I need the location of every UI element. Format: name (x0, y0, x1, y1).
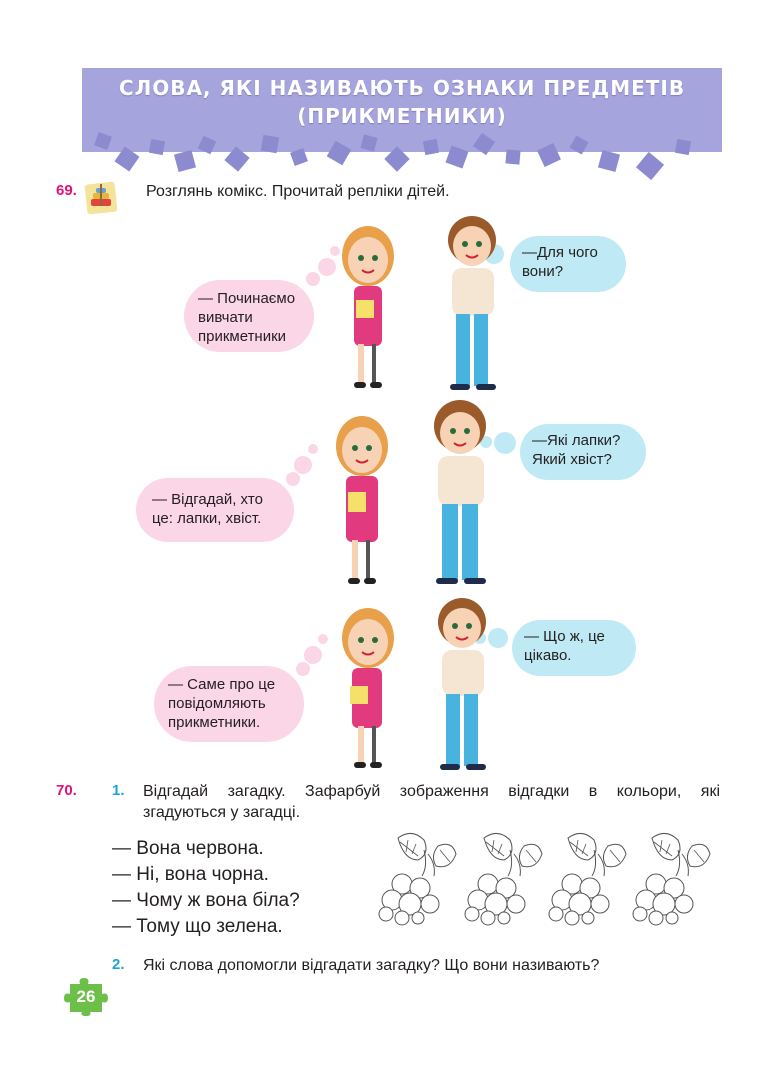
riddle-line: — Тому що зелена. (112, 916, 283, 937)
page-title (82, 74, 722, 130)
title-line-1: СЛОВА, ЯКІ НАЗИВАЮТЬ ОЗНАКИ ПРЕДМЕТІВ (118, 76, 686, 100)
task-70-number: 70. (56, 782, 77, 799)
subtask-2-number: 2. (112, 956, 125, 973)
girl-speech-bubble: — Починаємо вивчати прикметники (184, 280, 314, 352)
riddle (112, 836, 300, 940)
title-line-2: (ПРИКМЕТНИКИ) (297, 104, 507, 128)
boy-speech-bubble: —Для чого вони? (510, 236, 626, 292)
girl-illustration (328, 598, 410, 774)
task-69-instruction: Розглянь комікс. Прочитай репліки дітей. (146, 183, 450, 200)
task-69-number: 69. (56, 182, 77, 199)
boy-speech-bubble: — Що ж, це цікаво. (512, 620, 636, 676)
boy-illustration (414, 396, 510, 590)
riddle-line: — Чому ж вона біла? (112, 890, 300, 911)
girl-illustration (322, 406, 406, 590)
riddle-line: — Ні, вона чорна. (112, 864, 269, 885)
girl-speech-bubble: — Відгадай, хто це: лапки, хвіст. (136, 478, 294, 542)
girl-illustration (328, 216, 412, 394)
boy-illustration (428, 210, 518, 394)
riddle-line: — Вона червона. (112, 838, 264, 859)
subtask-1-line-1: Відгадай загадку. Зафарбуй зображення відгадки в кольори, які (143, 783, 720, 800)
subtask-2-text: Які слова допомогли відгадати загадку? Що вони називають? (143, 957, 600, 974)
boy-speech-bubble: —Які лапки? Який хвіст? (520, 424, 646, 480)
page-number: 26 (76, 987, 96, 1006)
boy-illustration (418, 592, 508, 776)
girl-speech-bubble: — Саме про це повідомляють прикметники. (154, 666, 304, 742)
subtask-1-number: 1. (112, 782, 125, 799)
task-icon (84, 180, 120, 216)
subtask-1-line-2: згадуються у загадці. (143, 804, 301, 821)
